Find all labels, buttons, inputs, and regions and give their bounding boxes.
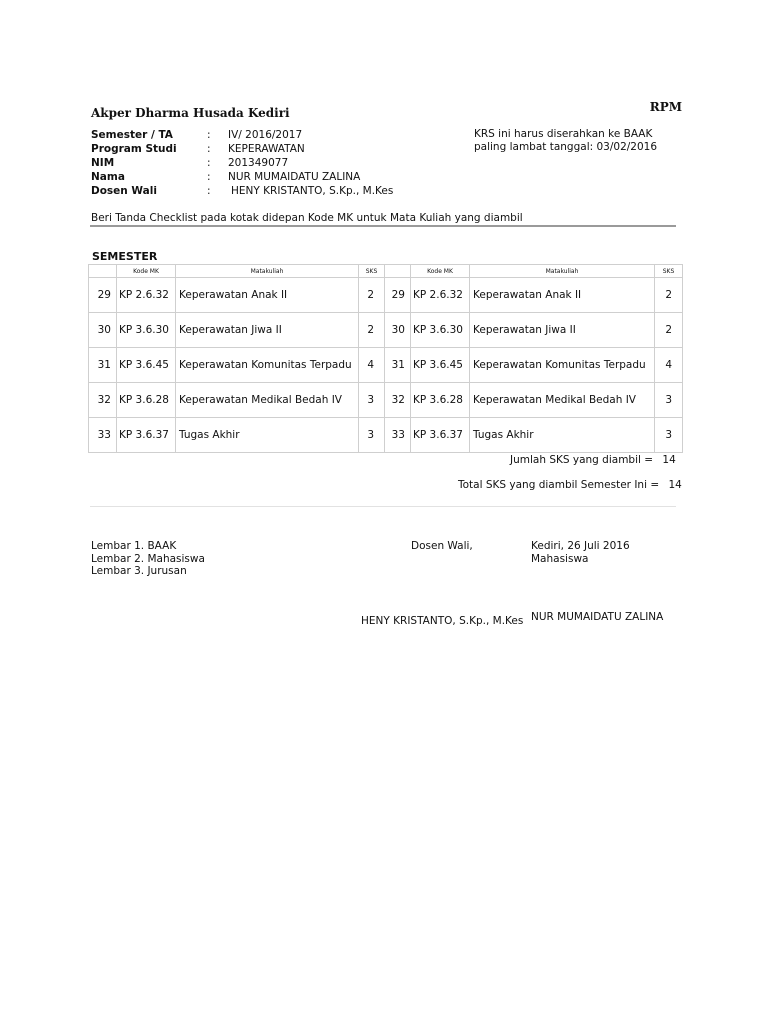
header-kode: Kode MK [117,265,176,278]
copy-item: Lembar 3. Jurusan [91,565,187,577]
table-row [89,278,683,313]
course-table [88,264,683,453]
course-no: 30 [385,313,411,348]
table-row [89,383,683,418]
place-date: Kediri, 26 Juli 2016 [531,540,630,552]
sks-semester-total [458,479,682,491]
course-no: 32 [385,383,411,418]
course-no: 29 [385,278,411,313]
sks-semester-value: 14 [668,479,682,491]
sks-taken-value: 14 [662,454,676,466]
course-name: Keperawatan Medikal Bedah IV [176,383,359,418]
info-colon: : [207,143,211,155]
course-sks: 4 [655,348,683,383]
course-sks: 2 [655,313,683,348]
info-colon: : [207,157,211,169]
divider [90,225,676,227]
course-name: Keperawatan Anak II [176,278,359,313]
place-date-block [531,540,630,565]
document-code: RPM [649,100,682,114]
course-no: 32 [89,383,117,418]
header-sks: SKS [359,265,385,278]
sks-semester-label: Total SKS yang diambil Semester Ini = [458,479,660,491]
info-colon: : [207,171,211,183]
advisor-name: HENY KRISTANTO, S.Kp., M.Kes [361,615,524,627]
info-value-dosen: HENY KRISTANTO, S.Kp., M.Kes [231,185,394,197]
table-row [89,418,683,453]
course-code[interactable]: KP 3.6.28 [117,383,176,418]
notice-deadline: paling lambat tanggal: 03/02/2016 [474,141,658,153]
course-sks: 2 [359,313,385,348]
course-code[interactable]: KP 3.6.30 [411,313,470,348]
course-no: 30 [89,313,117,348]
info-label: Program Studi [91,143,177,155]
header-matakuliah: Matakuliah [176,265,359,278]
info-value-semester: IV/ 2016/2017 [228,129,303,141]
course-code[interactable]: KP 3.6.45 [411,348,470,383]
checklist-instruction: Beri Tanda Checklist pada kotak didepan Kode MK untuk Mata Kuliah yang diambil [91,212,523,224]
course-sks: 3 [359,418,385,453]
course-sks: 3 [655,383,683,418]
course-name: Keperawatan Anak II [470,278,655,313]
copy-item: Lembar 2. Mahasiswa [91,552,205,565]
table-row [89,348,683,383]
course-name: Keperawatan Medikal Bedah IV [470,383,655,418]
course-name: Keperawatan Jiwa II [470,313,655,348]
course-code[interactable]: KP 3.6.45 [117,348,176,383]
course-no: 31 [89,348,117,383]
student-signature-label: Mahasiswa [531,552,589,565]
course-no: 33 [385,418,411,453]
course-code[interactable]: KP 2.6.32 [117,278,176,313]
table-row [89,313,683,348]
course-no: 31 [385,348,411,383]
course-code[interactable]: KP 3.6.28 [411,383,470,418]
course-name: Keperawatan Komunitas Terpadu [176,348,359,383]
copy-distribution [91,540,205,578]
sks-taken-total [510,454,676,466]
course-name: Tugas Akhir [470,418,655,453]
notice-line: KRS ini harus diserahkan ke BAAK [474,128,653,140]
course-sks: 2 [359,278,385,313]
info-label: Nama [91,171,125,183]
course-sks: 3 [655,418,683,453]
course-code[interactable]: KP 3.6.30 [117,313,176,348]
course-sks: 3 [359,383,385,418]
info-colon: : [207,185,211,197]
header-matakuliah: Matakuliah [470,265,655,278]
student-name: NUR MUMAIDATU ZALINA [531,611,664,623]
semester-label: SEMESTER [92,250,158,263]
header-kode: Kode MK [411,265,470,278]
advisor-signature-label: Dosen Wali, [411,540,473,552]
submission-notice [474,128,657,154]
course-code[interactable]: KP 3.6.37 [117,418,176,453]
info-label: Semester / TA [91,129,173,141]
course-no: 29 [89,278,117,313]
info-label: NIM [91,157,115,169]
info-value-nama: NUR MUMAIDATU ZALINA [228,171,361,183]
course-name: Keperawatan Komunitas Terpadu [470,348,655,383]
course-code[interactable]: KP 2.6.32 [411,278,470,313]
header-sks: SKS [655,265,683,278]
course-name: Tugas Akhir [176,418,359,453]
sks-taken-label: Jumlah SKS yang diambil = [510,454,654,466]
course-name: Keperawatan Jiwa II [176,313,359,348]
course-sks: 4 [359,348,385,383]
header-no [89,265,117,278]
info-colon: : [207,129,211,141]
info-label: Dosen Wali [91,185,157,197]
table-header-row [89,265,683,278]
divider [90,506,676,507]
header-no [385,265,411,278]
course-no: 33 [89,418,117,453]
info-value-nim: 201349077 [228,157,289,169]
course-code[interactable]: KP 3.6.37 [411,418,470,453]
institution-title: Akper Dharma Husada Kediri [91,106,290,120]
course-sks: 2 [655,278,683,313]
info-value-program: KEPERAWATAN [228,143,305,155]
copy-item: Lembar 1. BAAK [91,540,177,552]
